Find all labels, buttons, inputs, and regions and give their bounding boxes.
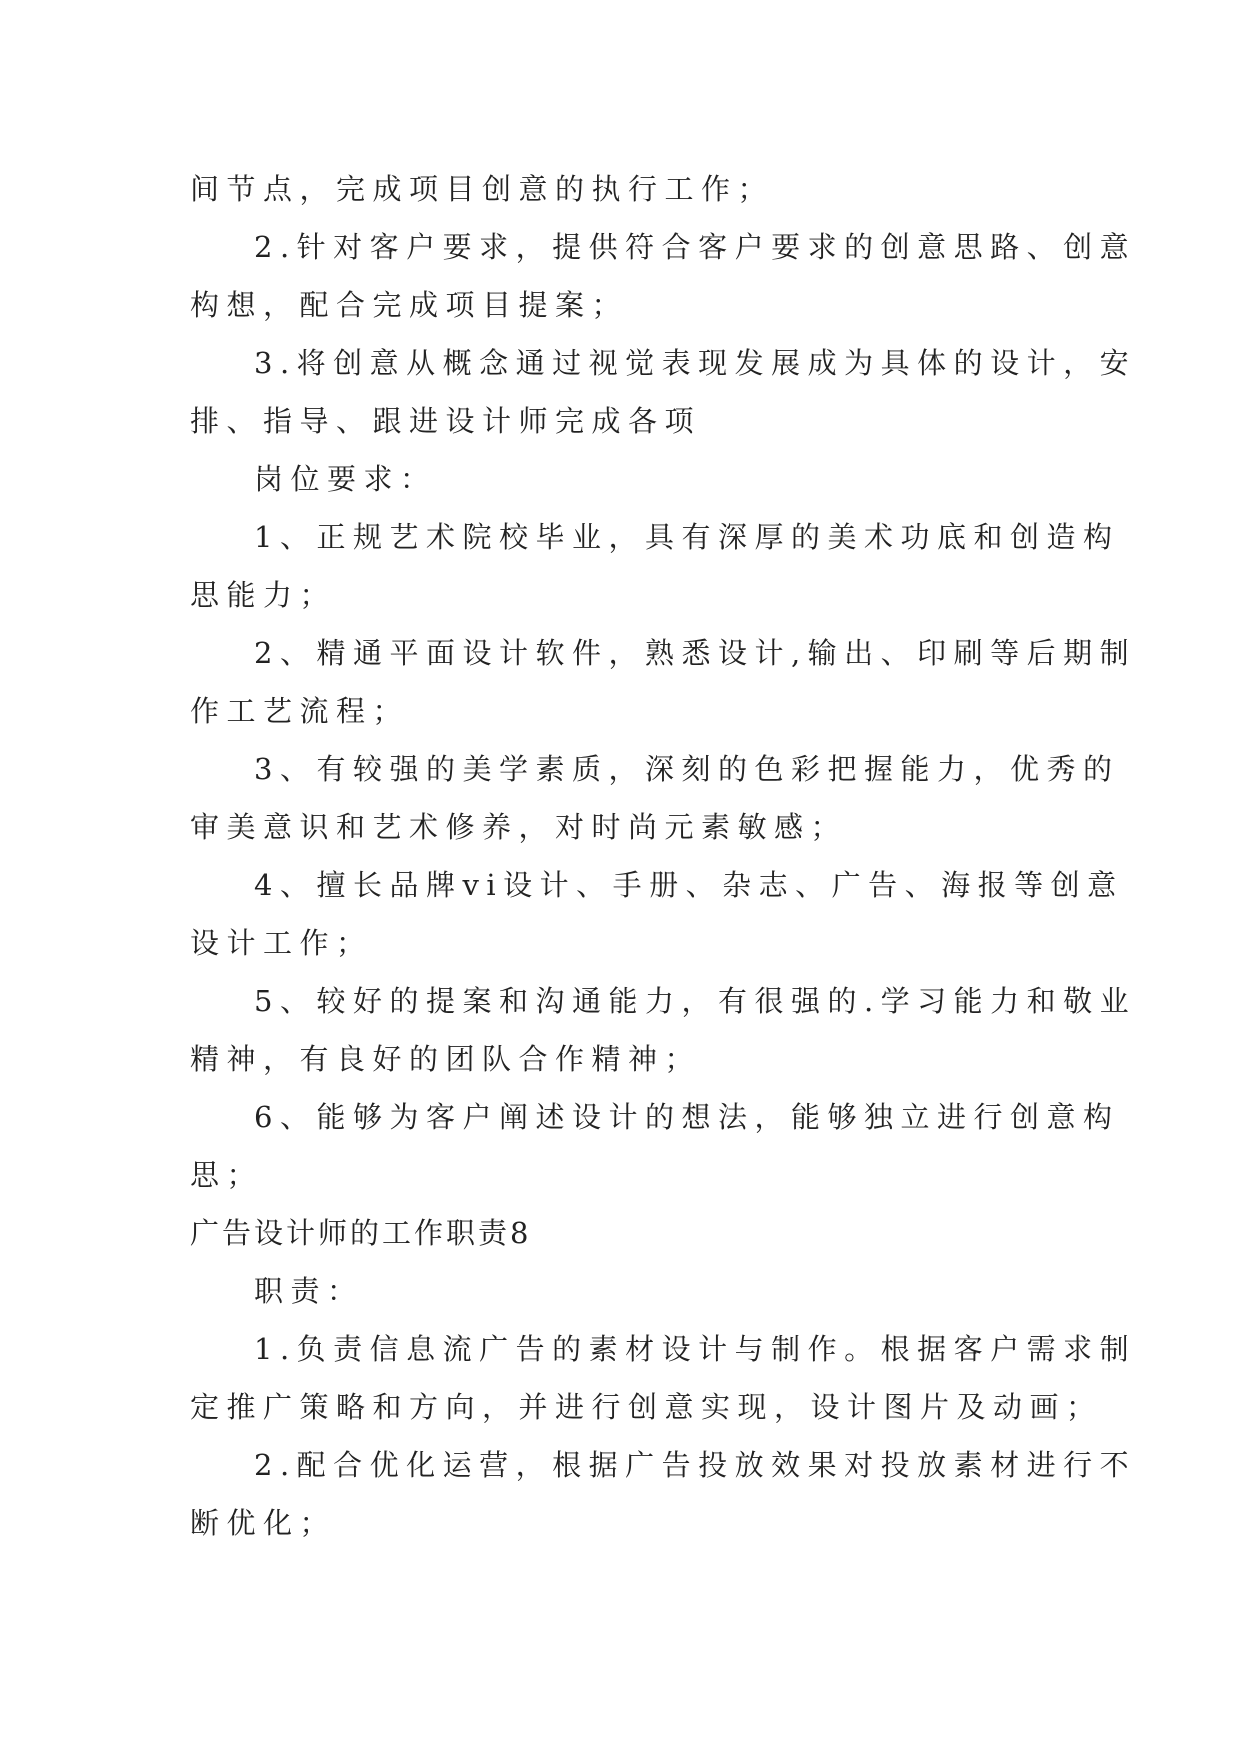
paragraph-line: 2.针对客户要求，提供符合客户要求的创意思路、创意 [254,230,1137,264]
section-label: 职责： [254,1274,364,1308]
paragraph-line: 思能力； [190,578,337,612]
paragraph-line: 2.配合优化运营，根据广告投放效果对投放素材进行不 [254,1448,1137,1482]
paragraph-line: 5、较好的提案和沟通能力，有很强的.学习能力和敬业 [254,984,1137,1018]
paragraph-line: 3.将创意从概念通过视觉表现发展成为具体的设计，安 [254,346,1137,380]
paragraph-line: 排、指导、跟进设计师完成各项 [190,404,702,438]
paragraph-line: 定推广策略和方向，并进行创意实现，设计图片及动画； [190,1390,1103,1424]
paragraph-line: 构想，配合完成项目提案； [190,288,629,322]
paragraph-line: 设计工作； [190,926,373,960]
paragraph-line: 2、精通平面设计软件，熟悉设计,输出、印刷等后期制 [254,636,1137,670]
paragraph-line: 作工艺流程； [190,694,410,728]
paragraph-line: 4、擅长品牌vi设计、手册、杂志、广告、海报等创意 [254,868,1124,902]
paragraph-line: 3、有较强的美学素质，深刻的色彩把握能力，优秀的 [254,752,1120,786]
paragraph-line: 1.负责信息流广告的素材设计与制作。根据客户需求制 [254,1332,1137,1366]
section-title: 广告设计师的工作职责8 [190,1216,532,1250]
paragraph-line: 思； [190,1158,264,1192]
paragraph-line: 断优化； [190,1506,337,1540]
paragraph-line: 精神，有良好的团队合作精神； [190,1042,702,1076]
document-body [190,160,1137,1552]
paragraph-line: 间节点，完成项目创意的执行工作； [190,172,775,206]
paragraph-line: 6、能够为客户阐述设计的想法，能够独立进行创意构 [254,1100,1120,1134]
paragraph-line: 审美意识和艺术修养，对时尚元素敏感； [190,810,848,844]
paragraph-line: 1、正规艺术院校毕业，具有深厚的美术功底和创造构 [254,520,1120,554]
section-label: 岗位要求： [254,462,437,496]
